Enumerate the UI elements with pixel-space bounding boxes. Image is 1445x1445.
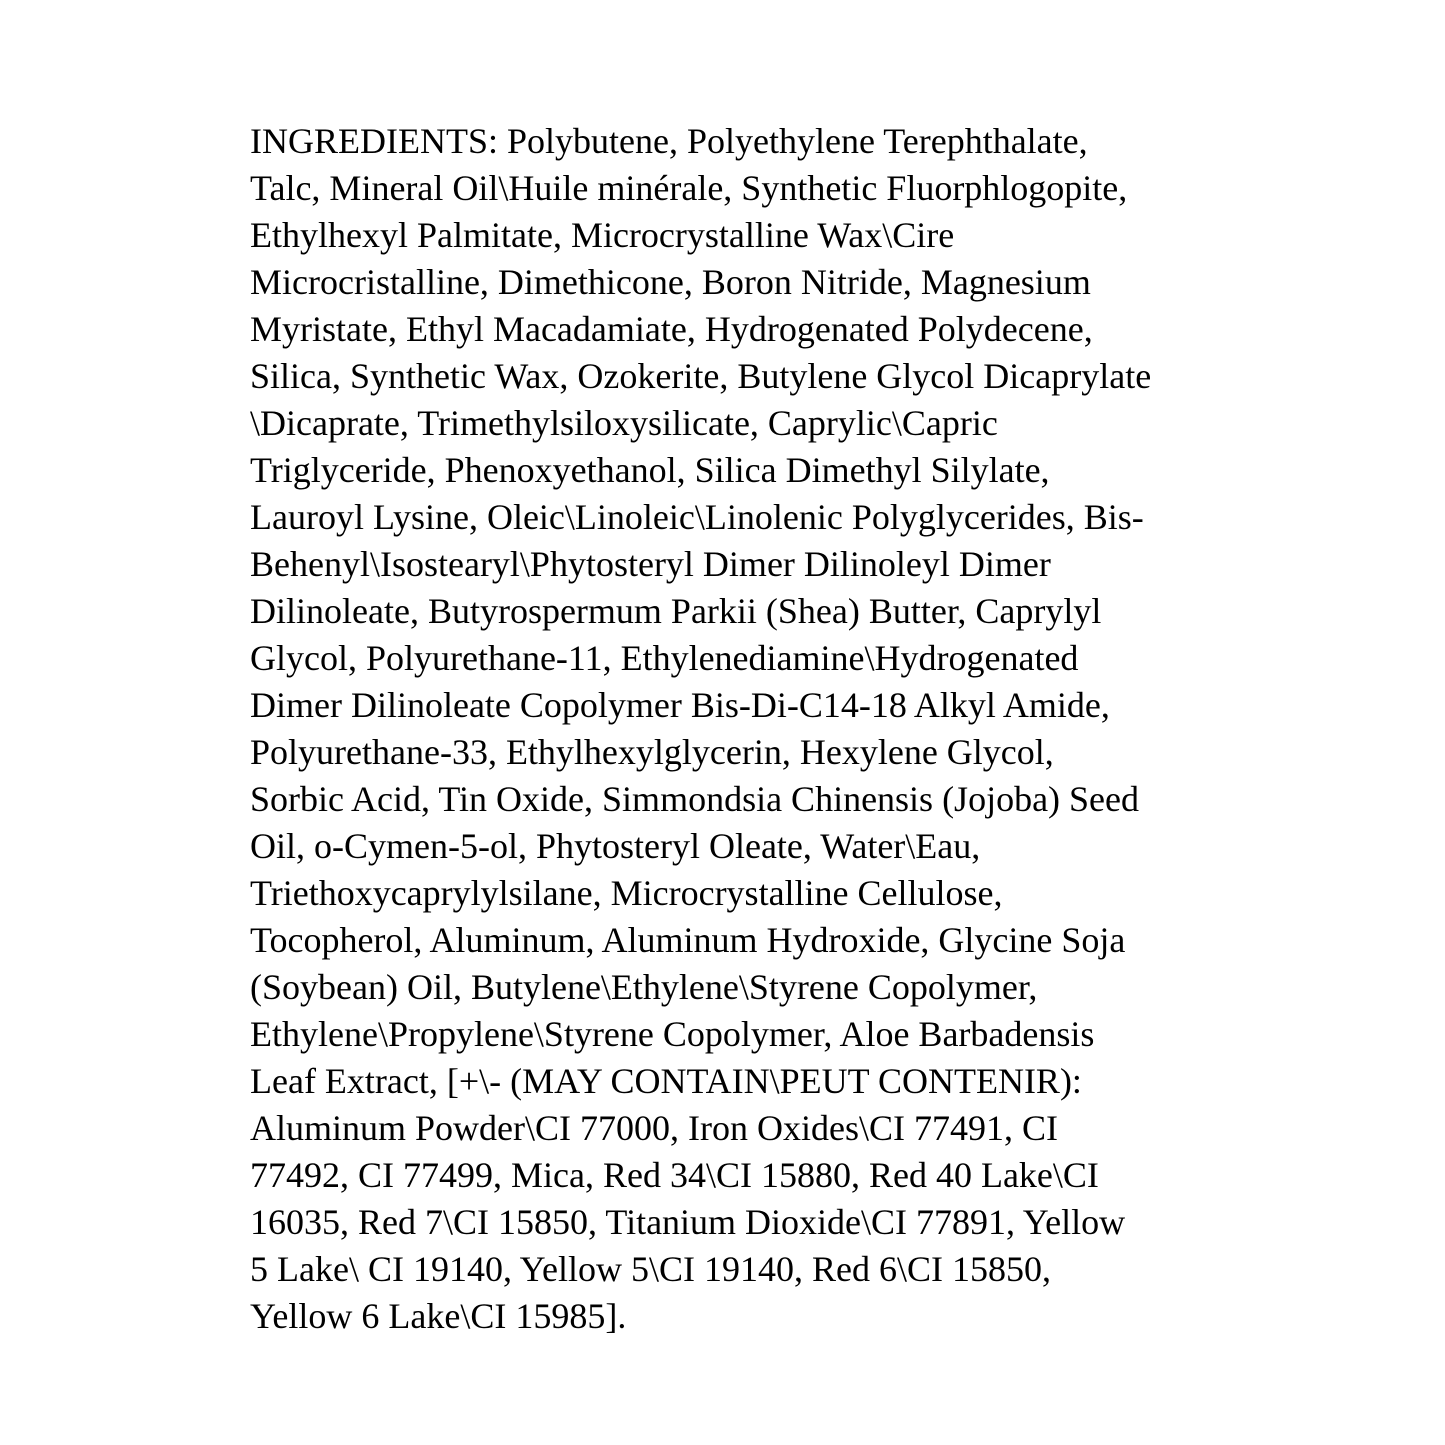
text-line: Polyurethane-33, Ethylhexylglycerin, Hexylene Glycol, xyxy=(250,732,1054,772)
text-line: (Soybean) Oil, Butylene\Ethylene\Styrene Copolymer, xyxy=(250,967,1038,1007)
text-line: Lauroyl Lysine, Oleic\Linoleic\Linolenic Polyglycerides, Bis- xyxy=(250,497,1144,537)
text-line: Myristate, Ethyl Macadamiate, Hydrogenated Polydecene, xyxy=(250,309,1093,349)
text-line: 16035, Red 7\CI 15850, Titanium Dioxide\CI 77891, Yellow xyxy=(250,1202,1126,1242)
text-line: 5 Lake\ CI 19140, Yellow 5\CI 19140, Red 6\CI 15850, xyxy=(250,1249,1051,1289)
text-line: \Dicaprate, Trimethylsiloxysilicate, Caprylic\Capric xyxy=(250,403,998,443)
text-line: Microcristalline, Dimethicone, Boron Nitride, Magnesium xyxy=(250,262,1091,302)
text-line: Oil, o-Cymen-5-ol, Phytosteryl Oleate, Water\Eau, xyxy=(250,826,981,866)
text-line: 77492, CI 77499, Mica, Red 34\CI 15880, Red 40 Lake\CI xyxy=(250,1155,1099,1195)
text-line: Silica, Synthetic Wax, Ozokerite, Butylene Glycol Dicaprylate xyxy=(250,356,1152,396)
text-line: Triethoxycaprylylsilane, Microcrystalline Cellulose, xyxy=(250,873,1003,913)
text-line: Triglyceride, Phenoxyethanol, Silica Dimethyl Silylate, xyxy=(250,450,1050,490)
text-line: Dimer Dilinoleate Copolymer Bis-Di-C14-18 Alkyl Amide, xyxy=(250,685,1110,725)
text-line: Ethylhexyl Palmitate, Microcrystalline Wax\Cire xyxy=(250,215,955,255)
text-line: Behenyl\Isostearyl\Phytosteryl Dimer Dilinoleyl Dimer xyxy=(250,544,1051,584)
text-line: Talc, Mineral Oil\Huile minérale, Synthetic Fluorphlogopite, xyxy=(250,168,1128,208)
text-line: Leaf Extract, [+\- (MAY CONTAIN\PEUT CONTENIR): xyxy=(250,1061,1082,1101)
text-line: Ethylene\Propylene\Styrene Copolymer, Aloe Barbadensis xyxy=(250,1014,1095,1054)
text-line: INGREDIENTS: Polybutene, Polyethylene Terephthalate, xyxy=(250,121,1088,161)
text-line: Sorbic Acid, Tin Oxide, Simmondsia Chinensis (Jojoba) Seed xyxy=(250,779,1140,819)
ingredients-paragraph xyxy=(250,118,1240,1340)
text-line: Aluminum Powder\CI 77000, Iron Oxides\CI 77491, CI xyxy=(250,1108,1058,1148)
text-line: Glycol, Polyurethane-11, Ethylenediamine\Hydrogenated xyxy=(250,638,1079,678)
text-line: Dilinoleate, Butyrospermum Parkii (Shea) Butter, Caprylyl xyxy=(250,591,1102,631)
text-line: Tocopherol, Aluminum, Aluminum Hydroxide, Glycine Soja xyxy=(250,920,1126,960)
text-line: Yellow 6 Lake\CI 15985]. xyxy=(250,1296,627,1336)
